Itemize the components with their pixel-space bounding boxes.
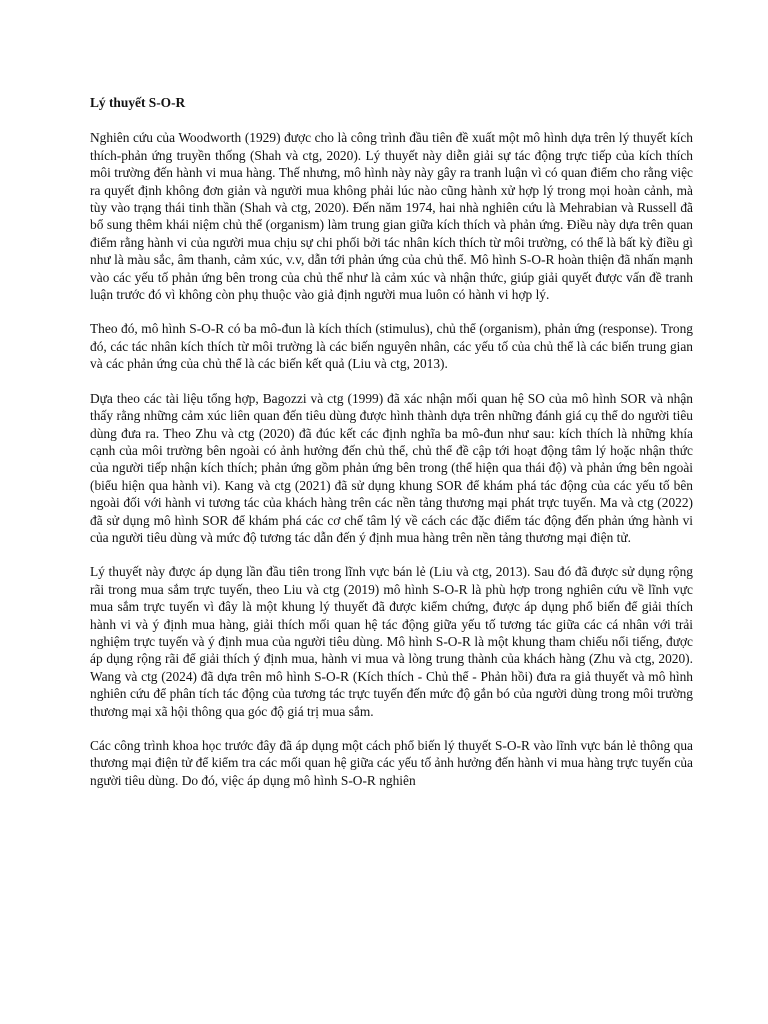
paragraph-previous-studies: Các công trình khoa học trước đây đã áp dụng một cách phổ biến lý thuyết S-O-R vào lĩnh vực bán lẻ thông qua thương mại điện tử để kiểm tra các mối quan hệ giữa các yếu tố ảnh hưởng đến hành vi mua hàng trực tuyến của người tiêu dùng. Do đó, việc áp dụng mô hình S-O-R nghiên: [90, 738, 693, 788]
section-heading: Lý thuyết S-O-R: [90, 95, 186, 110]
paragraph-bagozzi: Dựa theo các tài liệu tổng hợp, Bagozzi và ctg (1999) đã xác nhận mối quan hệ SO của mô hình SOR và nhận thấy rằng những cảm xúc liên quan đến tiêu dùng được hình thành dựa trên những đánh giá cụ thể do người tiêu dùng đưa ra. Theo Zhu và ctg (2020) đã đúc kết các định nghĩa ba mô-đun như sau: kích thích là những khía cạnh của môi trường bên ngoài có ảnh hưởng đến chủ thể, chủ thể đề cập tới hoạt động tâm lý hoặc nhận thức của người tiếp nhận kích thích; phản ứng gồm phản ứng bên trong (thể hiện qua thái độ) và phản ứng bên ngoài (biểu hiện qua hành vi). Kang và ctg (2021) đã sử dụng khung SOR để khám phá tác động của các yếu tố bên ngoài đối với hành vi tương tác của khách hàng trên các nền tảng thương mại phát trực tuyến. Ma và ctg (2022) đã sử dụng mô hình SOR để khám phá các cơ chế tâm lý về cách các đặc điểm tác động đến phản ứng hành vi của người tiêu dùng và mức độ tương tác dẫn đến ý định mua hàng trên nền tảng thương mại điện tử.: [90, 390, 693, 545]
paragraph-three-modules: Theo đó, mô hình S-O-R có ba mô-đun là kích thích (stimulus), chủ thể (organism), phản ứng (response). Trong đó, các tác nhân kích thích từ môi trường là các biến nguyên nhân, các yếu tố của chủ thể là các biến trung gian và các phản ứng của chủ thể là các biến kết quả (Liu và ctg, 2013).: [90, 321, 693, 372]
document-body: [90, 94, 693, 806]
paragraph-woodworth: Nghiên cứu của Woodworth (1929) được cho là công trình đầu tiên đề xuất một mô hình dựa trên lý thuyết kích thích-phản ứng truyền thống (Shah và ctg, 2020). Lý thuyết này diễn giải sự tác động trực tiếp của kích thích môi trường đến hành vi mua hàng. Thế nhưng, mô hình này này gây ra tranh luận vì có quan điểm cho rằng việc ra quyết định không đơn giản và người mua không phải lúc nào cũng hành xử hợp lý trong mọi hoàn cảnh, mà tùy vào trạng thái tinh thần (Shah và ctg, 2020). Đến năm 1974, hai nhà nghiên cứu là Mehrabian và Russell đã bổ sung thêm khái niệm chủ thể (organism) làm trung gian giữa kích thích và phản ứng. Điều này dựa trên quan điểm rằng hành vi của người mua chịu sự chi phối bởi tác nhân kích thích từ môi trường, có thể là bất kỳ điều gì như là màu sắc, âm thanh, cảm xúc, v.v, dẫn tới phản ứng của chủ thể. Mô hình S-O-R hoàn thiện đã nhấn mạnh vào các yếu tố phản ứng bên trong của chủ thể như là cảm xúc và nhận thức, giúp giải quyết được vấn đề tranh luận trước đó vì không còn phụ thuộc vào giả định người mua luôn có hành vi hợp lý.: [90, 130, 693, 303]
paragraph-retail-application: Lý thuyết này được áp dụng lần đầu tiên trong lĩnh vực bán lẻ (Liu và ctg, 2013). Sau đó đã được sử dụng rộng rãi trong mua sắm trực tuyến, theo Liu và ctg (2019) mô hình S-O-R là phù hợp trong nghiên cứu về lĩnh vực mua sắm trực tuyến vì đây là một khung lý thuyết đã được kiểm chứng, được áp dụng phổ biến để giải thích hành vi và ý định mua hàng, giải thích mối quan hệ tác động giữa yếu tố tương tác giữa các cá nhân với trải nghiệm trực tuyến và ý định mua của người tiêu dùng. Mô hình S-O-R là một khung tham chiếu nổi tiếng, được áp dụng rộng rãi để giải thích ý định mua, hành vi mua và lòng trung thành của khách hàng (Zhu và ctg, 2020). Wang và ctg (2024) đã dựa trên mô hình S-O-R (Kích thích - Chủ thể - Phản hồi) đưa ra giả thuyết và mô hình nghiên cứu để phân tích tác động của tương tác trực tuyến đến mức độ gắn bó của người dùng trong môi trường thương mại xã hội thông qua góc độ giá trị mua sắm.: [90, 564, 693, 719]
